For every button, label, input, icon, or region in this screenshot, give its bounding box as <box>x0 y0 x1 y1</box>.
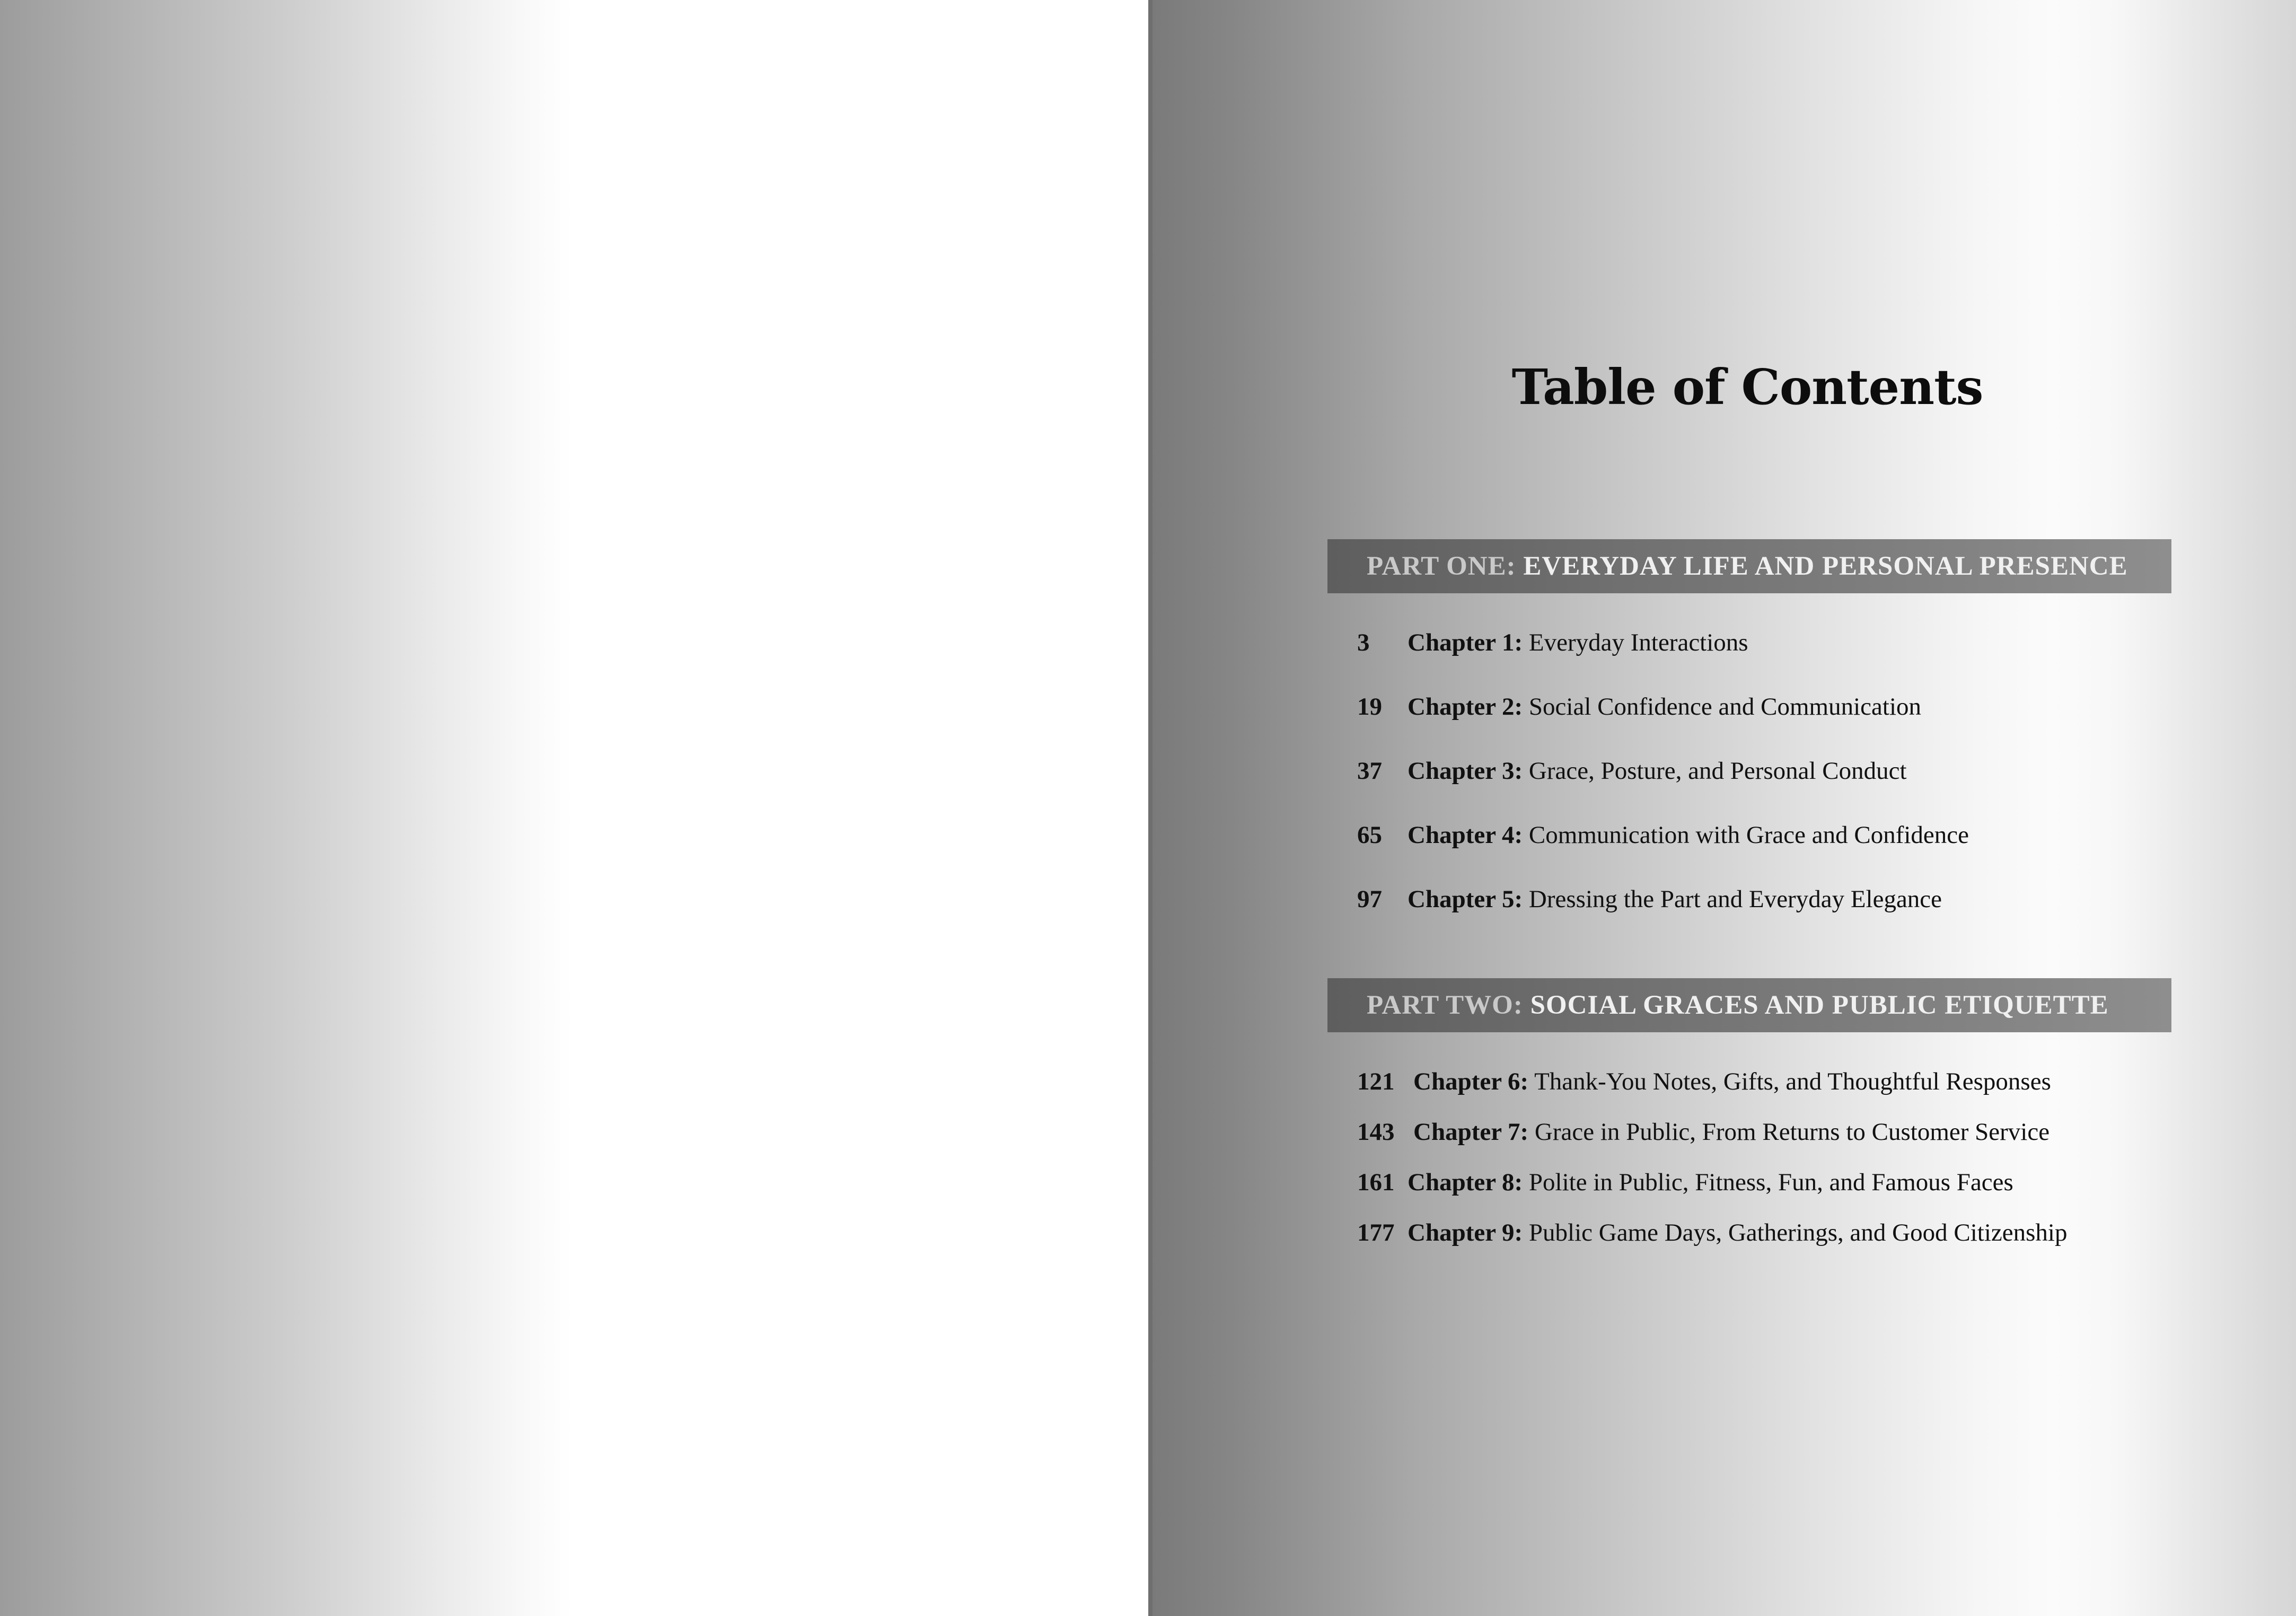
chapter-label: Chapter 4: <box>1407 821 1523 849</box>
page-number: 143 <box>1357 1118 1395 1146</box>
chapter-title: Public Game Days, Gatherings, and Good Citizenship <box>1528 1219 2068 1246</box>
chapter-label: Chapter 5: <box>1407 885 1523 913</box>
page-number: 161 <box>1357 1169 1395 1196</box>
chapter-label: Chapter 3: <box>1407 757 1523 785</box>
chapter-title: Everyday Interactions <box>1528 629 1748 656</box>
chapter-title: Grace in Public, From Returns to Customer Service <box>1534 1118 2050 1146</box>
toc-entry-chapter-2[interactable] <box>1357 690 1969 754</box>
chapter-title: Polite in Public, Fitness, Fun, and Famous Faces <box>1528 1169 2013 1196</box>
part-two-prefix: PART TWO: <box>1367 990 1523 1020</box>
part-two-header <box>1327 978 2171 1032</box>
toc-entry-chapter-1[interactable] <box>1357 626 1969 690</box>
toc-entry-chapter-8[interactable] <box>1357 1165 2067 1216</box>
toc-entry-chapter-7[interactable] <box>1357 1115 2067 1165</box>
chapter-title: Communication with Grace and Confidence <box>1528 821 1969 849</box>
part-two-title: SOCIAL GRACES AND PUBLIC ETIQUETTE <box>1530 990 2109 1020</box>
part-one-heading <box>1367 539 2128 593</box>
part-two-heading <box>1367 978 2109 1032</box>
page-number: 97 <box>1357 885 1382 913</box>
part-one-chapter-list <box>1357 626 1969 946</box>
part-one-prefix: PART ONE: <box>1367 551 1516 581</box>
chapter-label: Chapter 9: <box>1407 1219 1523 1246</box>
chapter-title: Social Confidence and Communication <box>1528 693 1921 721</box>
chapter-label: Chapter 7: <box>1413 1118 1529 1146</box>
toc-entry-chapter-5[interactable] <box>1357 882 1969 946</box>
toc-entry-chapter-4[interactable] <box>1357 818 1969 882</box>
chapter-label: Chapter 8: <box>1407 1169 1523 1196</box>
chapter-label: Chapter 2: <box>1407 693 1523 721</box>
chapter-title: Thank-You Notes, Gifts, and Thoughtful Responses <box>1534 1068 2051 1095</box>
page-number: 3 <box>1357 629 1370 656</box>
part-two-chapter-list <box>1357 1065 2067 1266</box>
chapter-label: Chapter 6: <box>1413 1068 1529 1095</box>
chapter-label: Chapter 1: <box>1407 629 1523 656</box>
page-number: 121 <box>1357 1068 1395 1095</box>
chapter-title: Grace, Posture, and Personal Conduct <box>1528 757 1907 785</box>
book-spine <box>1148 0 1153 1616</box>
toc-entry-chapter-6[interactable] <box>1357 1065 2067 1115</box>
page-number: 177 <box>1357 1219 1395 1246</box>
page-number: 19 <box>1357 693 1382 721</box>
part-one-header <box>1327 539 2171 593</box>
toc-entry-chapter-9[interactable] <box>1357 1216 2067 1266</box>
page-title: Table of Contents <box>1511 358 1983 416</box>
page-number: 37 <box>1357 757 1382 785</box>
page-number: 65 <box>1357 821 1382 849</box>
chapter-title: Dressing the Part and Everyday Elegance <box>1528 885 1942 913</box>
toc-entry-chapter-3[interactable] <box>1357 754 1969 818</box>
part-one-title: EVERYDAY LIFE AND PERSONAL PRESENCE <box>1523 551 2128 581</box>
